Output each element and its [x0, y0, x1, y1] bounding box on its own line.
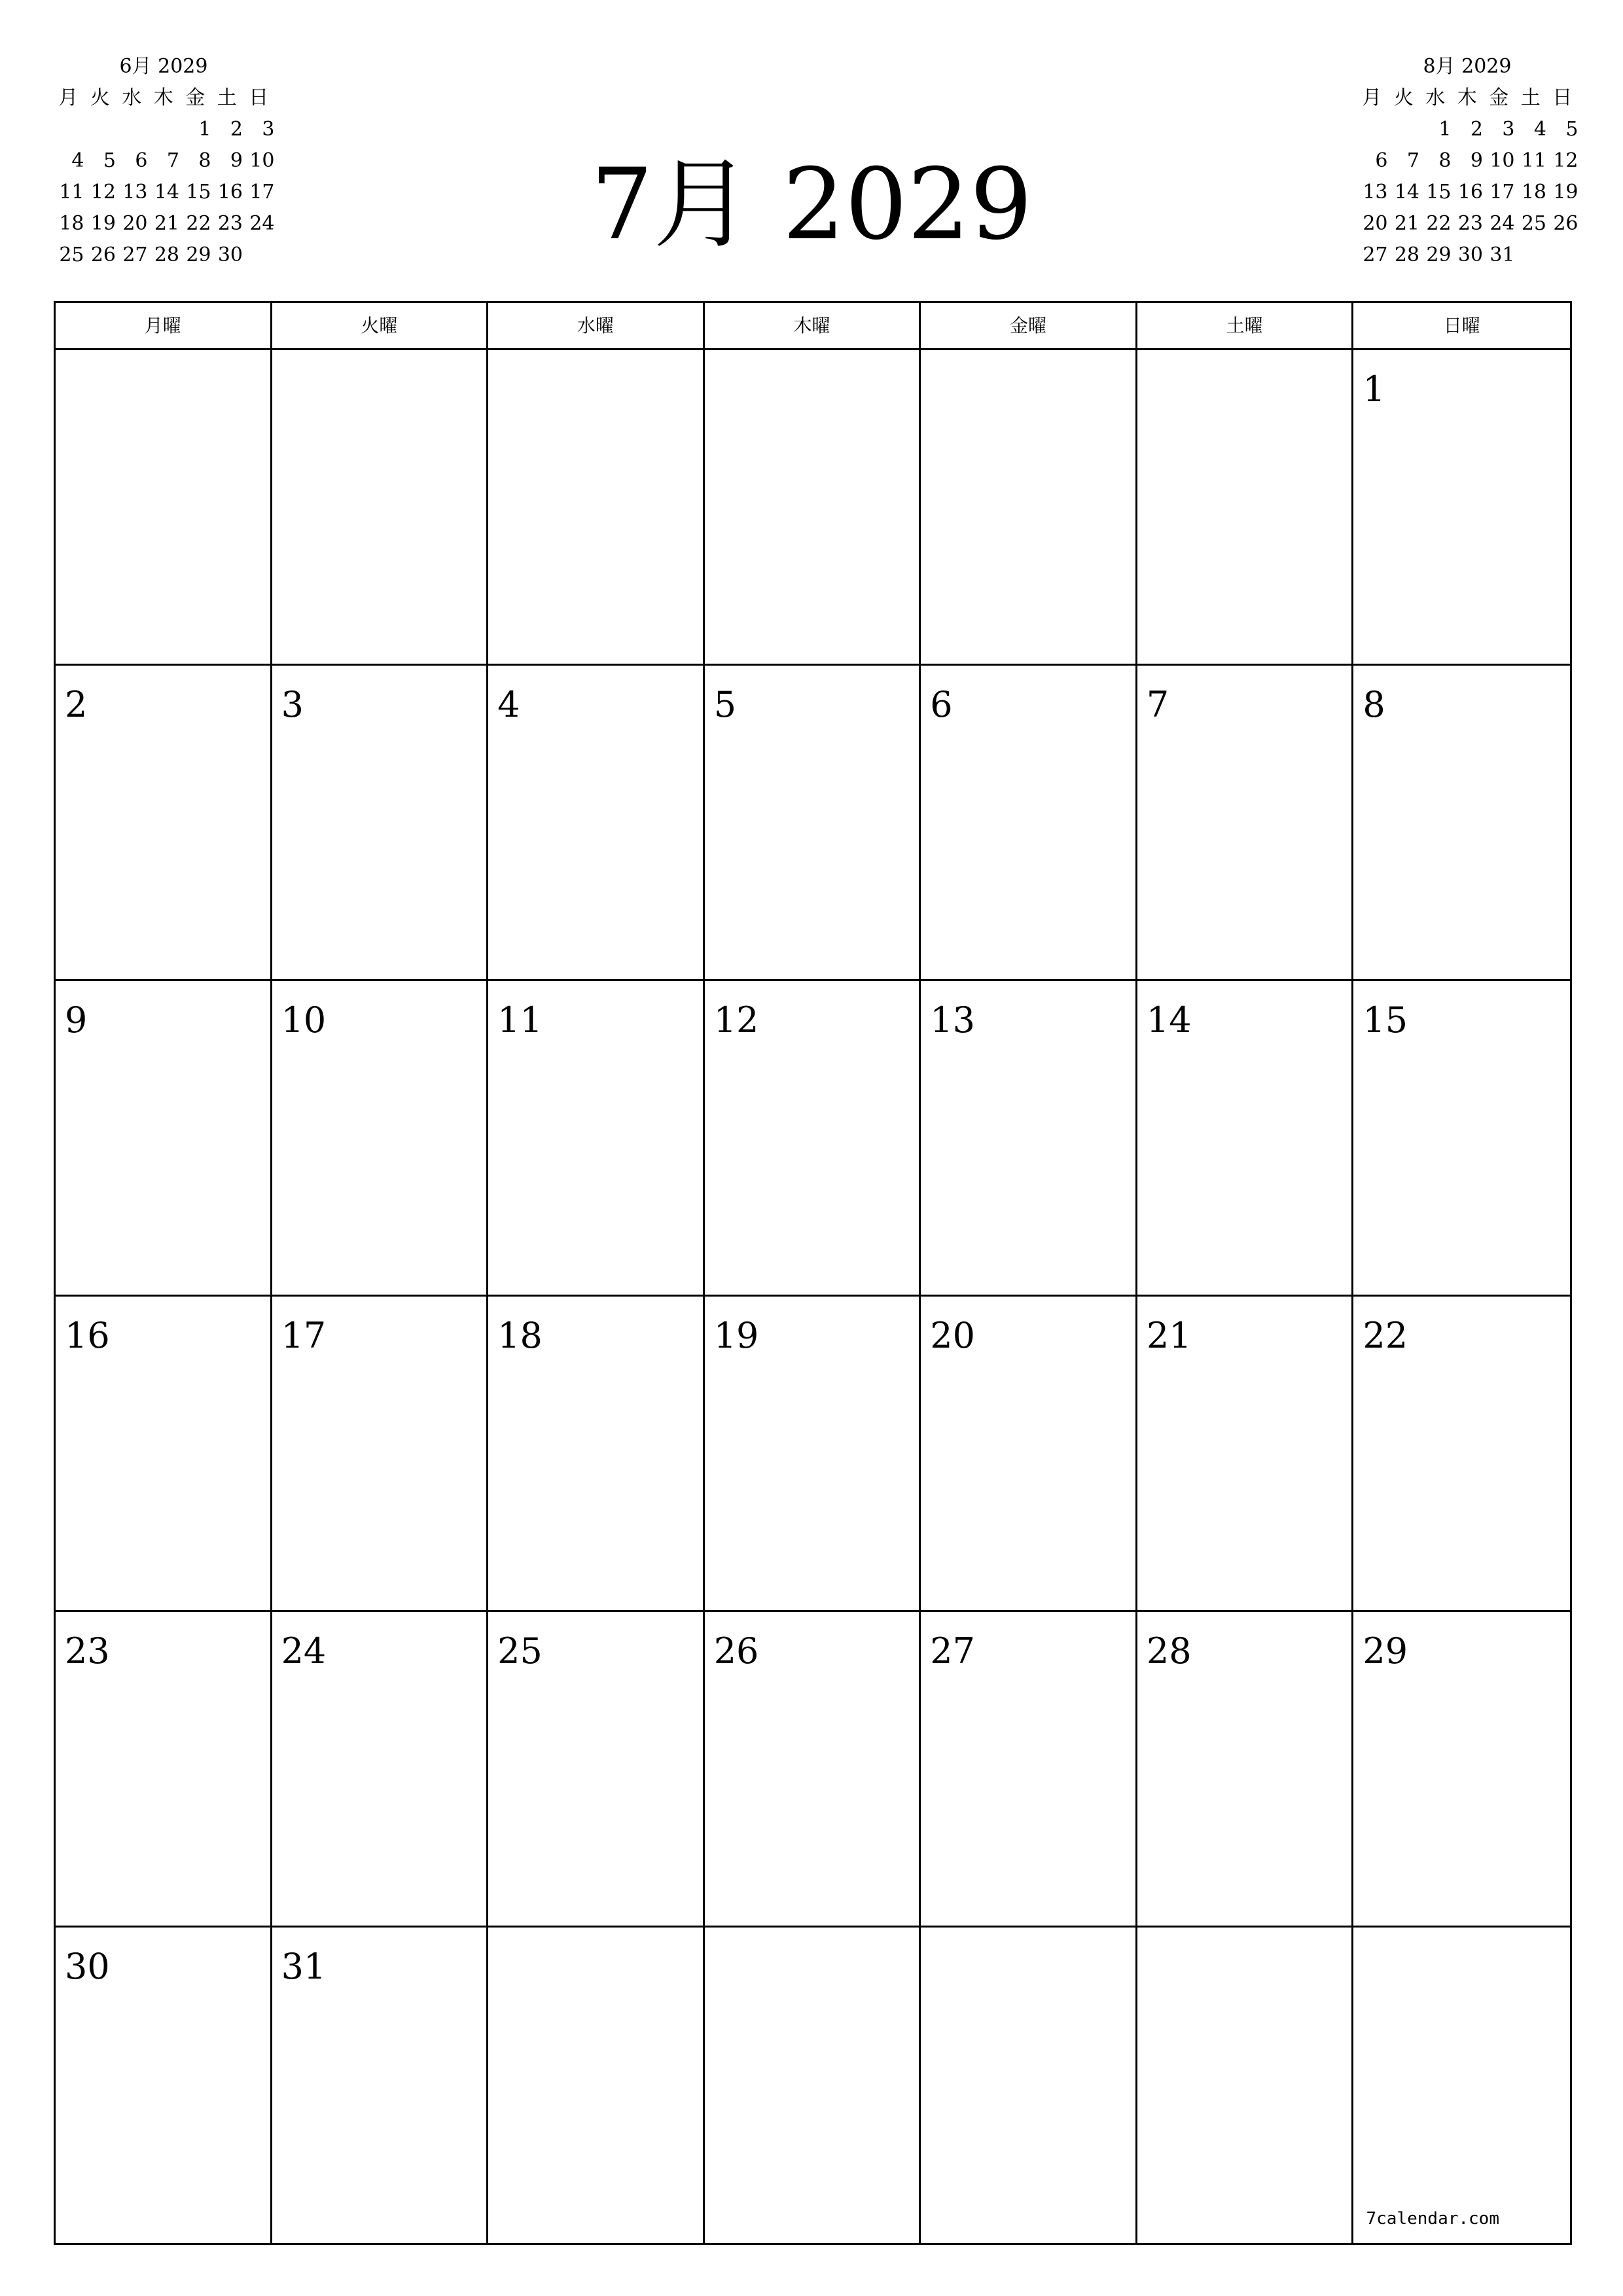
mini-day: 31 — [1489, 243, 1515, 266]
day-cell — [56, 1928, 272, 2243]
mini-day: 13 — [122, 181, 148, 204]
mini-day: 14 — [154, 181, 179, 204]
mini-day: 18 — [59, 212, 84, 235]
day-number: 14 — [1146, 999, 1192, 1041]
mini-day: 27 — [122, 243, 148, 266]
day-cell — [1137, 1297, 1354, 1612]
day-cell — [705, 1928, 921, 2243]
mini-weekday-label: 火 — [90, 86, 110, 109]
mini-weekday-label: 火 — [1393, 86, 1414, 109]
day-cell — [272, 666, 489, 981]
mini-day: 29 — [186, 243, 211, 266]
mini-day: 17 — [1489, 181, 1515, 204]
mini-day: 15 — [1426, 181, 1452, 204]
mini-day: 15 — [186, 181, 211, 204]
mini-day: 23 — [1457, 212, 1483, 235]
day-cell — [705, 350, 921, 666]
day-cell — [488, 1612, 705, 1928]
day-cell — [1137, 981, 1354, 1297]
day-cell — [1137, 666, 1354, 981]
weekday-header: 水曜 — [488, 303, 705, 348]
mini-day: 9 — [230, 149, 243, 172]
day-number: 23 — [65, 1630, 110, 1672]
mini-day: 24 — [249, 212, 275, 235]
mini-day: 11 — [59, 181, 84, 204]
page-title: 7月 2029 — [590, 148, 1033, 262]
day-number: 5 — [713, 684, 737, 725]
mini-weekday-label: 日 — [249, 86, 269, 109]
day-number: 30 — [65, 1946, 110, 1987]
day-cell — [1353, 1297, 1570, 1612]
day-number: 31 — [281, 1946, 327, 1987]
day-cell — [488, 1297, 705, 1612]
mini-day — [1546, 240, 1578, 271]
weekday-header: 月曜 — [56, 303, 272, 348]
day-cell — [1353, 666, 1570, 981]
weekday-header: 木曜 — [705, 303, 921, 348]
day-number: 22 — [1363, 1315, 1408, 1356]
mini-day: 27 — [1363, 243, 1388, 266]
day-number: 24 — [281, 1630, 327, 1672]
mini-day: 19 — [1553, 181, 1578, 204]
day-cell — [272, 1612, 489, 1928]
mini-day: 13 — [1363, 181, 1388, 204]
mini-weekday-label: 月 — [58, 86, 79, 109]
day-number: 21 — [1146, 1315, 1192, 1356]
mini-day: 21 — [154, 212, 179, 235]
mini-weekday-label: 金 — [1489, 86, 1509, 109]
mini-day: 21 — [1394, 212, 1419, 235]
mini-day: 2 — [1470, 118, 1483, 141]
day-number: 17 — [281, 1315, 327, 1356]
mini-weekday-label: 木 — [1457, 86, 1477, 109]
day-cell — [488, 350, 705, 666]
day-number: 19 — [713, 1315, 759, 1356]
mini-day: 16 — [1457, 181, 1483, 204]
mini-day: 1 — [198, 118, 211, 141]
mini-day: 16 — [217, 181, 243, 204]
mini-day: 22 — [186, 212, 211, 235]
day-number: 26 — [713, 1630, 759, 1672]
mini-day: 26 — [1553, 212, 1578, 235]
mini-day: 28 — [1394, 243, 1419, 266]
mini-calendar-next — [1356, 48, 1578, 271]
day-number: 8 — [1363, 684, 1385, 725]
mini-day: 1 — [1438, 118, 1452, 141]
day-number: 25 — [497, 1630, 543, 1672]
day-number: 1 — [1363, 368, 1385, 410]
day-cell — [921, 1612, 1137, 1928]
mini-day: 3 — [1502, 118, 1515, 141]
weekday-header: 土曜 — [1137, 303, 1354, 348]
calendar-body — [56, 350, 1570, 2243]
mini-day — [1515, 240, 1547, 271]
mini-weekday-label: 土 — [217, 86, 237, 109]
day-number: 7 — [1146, 684, 1169, 725]
weekday-header-row — [56, 303, 1570, 350]
mini-day: 25 — [59, 243, 84, 266]
mini-weekday-label: 木 — [153, 86, 173, 109]
month-calendar-grid — [54, 301, 1572, 2245]
mini-day: 20 — [1363, 212, 1388, 235]
day-number: 13 — [930, 999, 975, 1041]
mini-day: 7 — [166, 149, 179, 172]
mini-day: 30 — [1457, 243, 1483, 266]
mini-day: 6 — [1375, 149, 1388, 172]
day-cell — [488, 981, 705, 1297]
day-cell — [1137, 1612, 1354, 1928]
mini-day: 20 — [122, 212, 148, 235]
day-cell — [1353, 1612, 1570, 1928]
mini-day — [148, 114, 180, 145]
day-number: 29 — [1363, 1630, 1408, 1672]
weekday-header: 日曜 — [1443, 315, 1480, 336]
day-number: 28 — [1146, 1630, 1192, 1672]
mini-day: 9 — [1470, 149, 1483, 172]
mini-day: 28 — [154, 243, 179, 266]
day-cell — [56, 1612, 272, 1928]
weekday-header: 金曜 — [921, 303, 1137, 348]
day-cell — [705, 1612, 921, 1928]
mini-day: 4 — [1533, 118, 1546, 141]
day-cell — [921, 666, 1137, 981]
day-cell — [705, 981, 921, 1297]
day-cell — [921, 350, 1137, 666]
day-cell — [1353, 981, 1570, 1297]
day-cell — [488, 1928, 705, 2243]
mini-day: 8 — [198, 149, 211, 172]
mini-day: 4 — [71, 149, 84, 172]
mini-day: 29 — [1426, 243, 1452, 266]
day-cell — [921, 1297, 1137, 1612]
mini-day — [1388, 114, 1420, 145]
mini-day: 23 — [217, 212, 243, 235]
mini-day: 25 — [1521, 212, 1546, 235]
mini-day: 19 — [90, 212, 116, 235]
day-cell — [1137, 1928, 1354, 2243]
mini-day: 11 — [1521, 149, 1546, 172]
mini-day: 18 — [1521, 181, 1546, 204]
mini-day: 26 — [90, 243, 116, 266]
mini-weekday-label: 日 — [1552, 86, 1573, 109]
day-number: 15 — [1363, 999, 1408, 1041]
mini-day: 5 — [1565, 118, 1578, 141]
mini-day: 12 — [1553, 149, 1578, 172]
day-cell — [272, 350, 489, 666]
day-cell — [56, 350, 272, 666]
day-cell — [488, 666, 705, 981]
mini-day: 14 — [1394, 181, 1419, 204]
mini-day: 2 — [230, 118, 243, 141]
day-cell — [1353, 350, 1570, 666]
mini-day: 8 — [1438, 149, 1452, 172]
day-cell — [272, 1928, 489, 2243]
mini-calendar-prev-title: 6月 2029 — [119, 55, 208, 78]
mini-weekday-label: 水 — [1425, 86, 1446, 109]
day-cell — [272, 1297, 489, 1612]
mini-day — [52, 114, 84, 145]
mini-day: 22 — [1426, 212, 1452, 235]
day-cell — [705, 666, 921, 981]
day-number: 10 — [281, 999, 327, 1041]
watermark: 7calendar.com — [1366, 2209, 1499, 2229]
mini-weekday-label: 土 — [1520, 86, 1541, 109]
day-cell — [56, 1297, 272, 1612]
day-cell — [56, 666, 272, 981]
mini-day: 30 — [217, 243, 243, 266]
mini-day: 10 — [1489, 149, 1515, 172]
day-cell — [921, 1928, 1137, 2243]
weekday-header: 火曜 — [272, 303, 489, 348]
day-number: 12 — [713, 999, 759, 1041]
mini-day: 6 — [135, 149, 148, 172]
day-cell — [56, 981, 272, 1297]
mini-day — [84, 114, 116, 145]
day-number: 20 — [930, 1315, 975, 1356]
day-cell — [1137, 350, 1354, 666]
mini-day — [1356, 114, 1388, 145]
day-number: 11 — [497, 999, 543, 1041]
mini-day: 17 — [249, 181, 275, 204]
day-cell — [921, 981, 1137, 1297]
day-number: 3 — [281, 684, 304, 725]
day-number: 9 — [65, 999, 88, 1041]
mini-calendar-next-title: 8月 2029 — [1423, 55, 1512, 78]
mini-weekday-label: 月 — [1362, 86, 1382, 109]
mini-day: 5 — [103, 149, 116, 172]
mini-weekday-label: 水 — [122, 86, 142, 109]
day-number: 4 — [497, 684, 520, 725]
mini-calendar-next-grid — [1356, 82, 1578, 271]
day-number: 16 — [65, 1315, 110, 1356]
day-cell — [272, 981, 489, 1297]
mini-weekday-label: 金 — [185, 86, 205, 109]
mini-day: 3 — [262, 118, 275, 141]
day-cell — [705, 1297, 921, 1612]
mini-day: 12 — [90, 181, 116, 204]
day-number: 18 — [497, 1315, 543, 1356]
mini-day: 24 — [1489, 212, 1515, 235]
mini-day — [116, 114, 148, 145]
day-number: 27 — [930, 1630, 975, 1672]
mini-day: 10 — [249, 149, 275, 172]
mini-day: 7 — [1406, 149, 1419, 172]
day-number: 2 — [65, 684, 88, 725]
day-cell — [1353, 1928, 1570, 2243]
day-number: 6 — [930, 684, 953, 725]
